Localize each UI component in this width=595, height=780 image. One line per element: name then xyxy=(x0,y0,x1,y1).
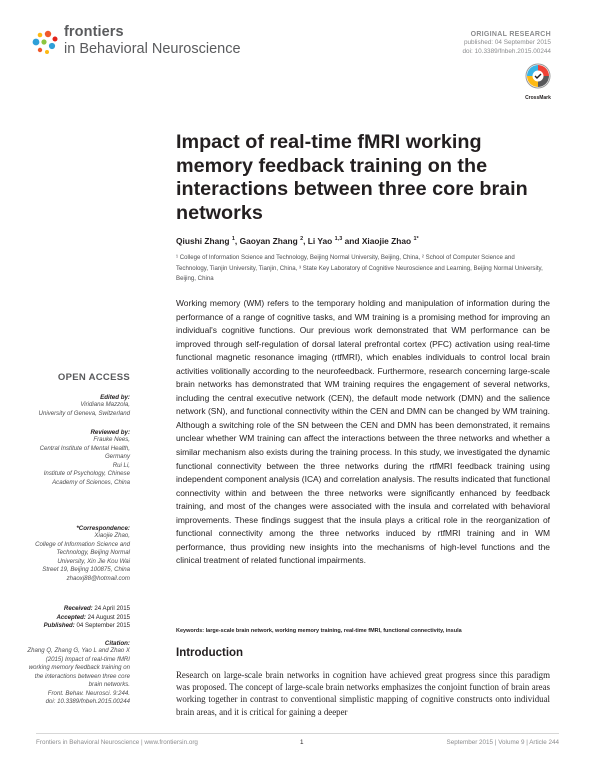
correspondence-name: Xiaojie Zhao, xyxy=(94,532,130,539)
edited-by-label: Edited by: xyxy=(100,394,130,401)
abstract: Working memory (WM) refers to the temporary holding and manipulation of information during the performance of a range of cognitive tasks, and WM training is a promising method for improving an individual's cognitive functions. Our previous work demonstrated that WM performance can be improved through self-regulation of dorsal lateral prefrontal cortex (PFC) activation using real-time functional magnetic resonance imaging (rtfMRI), which enables individuals to control local brain activities volitionally according to the neurofeedback. Furthermore, research concerning large-scale brain networks has demonstrated that WM training requires the engagement of several networks, including the central executive network (CEN), the default mode network (DMN) and the salience network (SN), and functional connectivity within the CEN and DMN can be changed by WM training. Although a switching role of the SN between the CEN and DMN has been demonstrated, it remains unclear whether WM training can affect the interactions between the three networks and whether a similar mechanism also exists during the training process. In this study, we investigated the dynamic functional connectivity between the three networks during the rtfMRI feedback training using independent component analysis (ICA) and correlation analysis. The results indicated that functional connectivity within and between the three networks were significantly enhanced by feedback training, and most of the changes were associated with the insula and correlated with behavioral improvements. These findings suggest that the insula plays a critical role in the reorganization of functional connectivity among the three networks induced by rtfMRI training and in WM performance, thus providing new insights into the mechanisms of high-level functions and the clinical treatment of related functional impairments. xyxy=(176,298,550,566)
author-name[interactable]: Xiaojie Zhao $^{1*}$ xyxy=(361,236,419,246)
citation-line: Zhang Q, Zhang G, Yao L and Zhao X xyxy=(27,647,130,654)
footer-issue: September 2015 | Volume 9 | Article 244 xyxy=(446,739,559,746)
published-date: published: 04 September 2015 xyxy=(463,39,551,46)
reviewer-info xyxy=(0,429,130,487)
article-title: Impact of real-time fMRI working memory feedback training on the interactions between three core brain networks xyxy=(176,131,528,224)
author-name[interactable]: Qiushi Zhang $^1$ xyxy=(176,236,235,246)
affiliations: ¹ College of Information Science and Technology, Beijing Normal University, Beijing, China, ² School of Computer Science and Technology, Tianjin University, Tianjin, China, ³ State Key Laboratory of Cognitive Neuroscience and Learning, Beijing Normal University, Beijing, China xyxy=(176,254,543,282)
citation-line: the interactions between three core xyxy=(34,672,130,680)
footer-divider xyxy=(36,733,559,734)
crossmark-label: CrossMark xyxy=(525,95,551,101)
open-access-label: OPEN ACCESS xyxy=(57,372,130,383)
section-heading-introduction: Introduction xyxy=(176,647,244,659)
crossmark-badge[interactable] xyxy=(525,63,551,103)
accepted-date: Accepted: 24 August 2015 xyxy=(56,613,130,621)
keywords-label: Keywords: xyxy=(176,628,205,634)
reviewer-name[interactable]: Rui Li, xyxy=(112,461,130,469)
reviewer-name[interactable]: Frauke Nees, xyxy=(93,436,130,443)
received-date: Received: 24 April 2015 xyxy=(63,605,130,612)
correspondence-info xyxy=(0,525,130,583)
correspondence-email[interactable]: zhaoxj88@hotmail.com xyxy=(66,574,130,582)
journal-logo[interactable] xyxy=(30,22,270,82)
citation-label: Citation: xyxy=(104,640,130,647)
footer-journal[interactable]: Frontiers in Behavioral Neuroscience | www.frontiersin.org xyxy=(36,739,198,746)
author-name[interactable]: Li Yao $^{1,3}$ xyxy=(307,236,343,246)
correspondence-address: College of Information Science and xyxy=(35,540,130,548)
doi-link[interactable]: doi: 10.3389/fnbeh.2015.00244 xyxy=(462,48,551,55)
frontiers-logo-icon xyxy=(30,28,60,58)
citation-line: Front. Behav. Neurosci. 9:244. xyxy=(47,689,130,697)
journal-name: in Behavioral Neuroscience xyxy=(64,41,241,57)
editor-affiliation: University of Geneva, Switzerland xyxy=(38,409,130,417)
editor-info xyxy=(0,394,130,418)
article-type: ORIGINAL RESEARCH xyxy=(470,31,551,38)
citation-info xyxy=(0,640,130,707)
reviewed-by-label: Reviewed by: xyxy=(90,429,130,436)
introduction-text: Research on large-scale brain networks in cognition have achieved great progress since this paradigm was proposed. The concept of large-scale brain networks emphasizes the conjoint function of brain areas working together in contrast to conventional simplistic mapping of cognitive constructs onto individual brain areas, and it is critical for gaining a deeper xyxy=(176,670,550,717)
article-meta xyxy=(463,31,552,56)
correspondence-address: University, Xin Jie Kou Wai xyxy=(57,557,130,565)
dates-info xyxy=(0,605,130,631)
citation-line: brain networks. xyxy=(88,681,130,688)
page-number: 1 xyxy=(300,739,304,746)
reviewer-affiliation: Germany xyxy=(104,453,130,460)
correspondence-address: Technology, Beijing Normal xyxy=(56,549,130,556)
reviewer-affiliation: Institute of Psychology, Chinese xyxy=(43,470,130,477)
reviewer-affiliation: Academy of Sciences, China xyxy=(52,478,130,486)
keywords-list: large-scale brain network, working memory training, real-time fMRI, functional connectivity, insula xyxy=(205,628,462,634)
published-date-side: Published: 04 September 2015 xyxy=(43,622,130,629)
citation-line: (2015) Impact of real-time fMRI xyxy=(45,655,130,663)
citation-line: working memory feedback training on xyxy=(28,664,130,671)
correspondence-label: *Correspondence: xyxy=(76,525,130,532)
citation-doi[interactable]: doi: 10.3389/fnbeh.2015.00244 xyxy=(45,698,130,705)
crossmark-icon xyxy=(525,63,551,89)
author-name[interactable]: Gaoyan Zhang $^2$ xyxy=(239,236,304,246)
correspondence-address: Street 19, Beijing 100875, China xyxy=(42,566,130,573)
journal-brand: frontiers xyxy=(64,24,124,40)
editor-name[interactable]: Viridiana Mazzola, xyxy=(80,401,130,408)
author-list: Qiushi Zhang $^1$, Gaoyan Zhang $^2$, Li Yao $^{1,3}$ and Xiaojie Zhao $^{1*}$ xyxy=(176,236,419,246)
keywords xyxy=(176,628,550,634)
reviewer-affiliation: Central Institute of Mental Health, xyxy=(39,444,130,452)
